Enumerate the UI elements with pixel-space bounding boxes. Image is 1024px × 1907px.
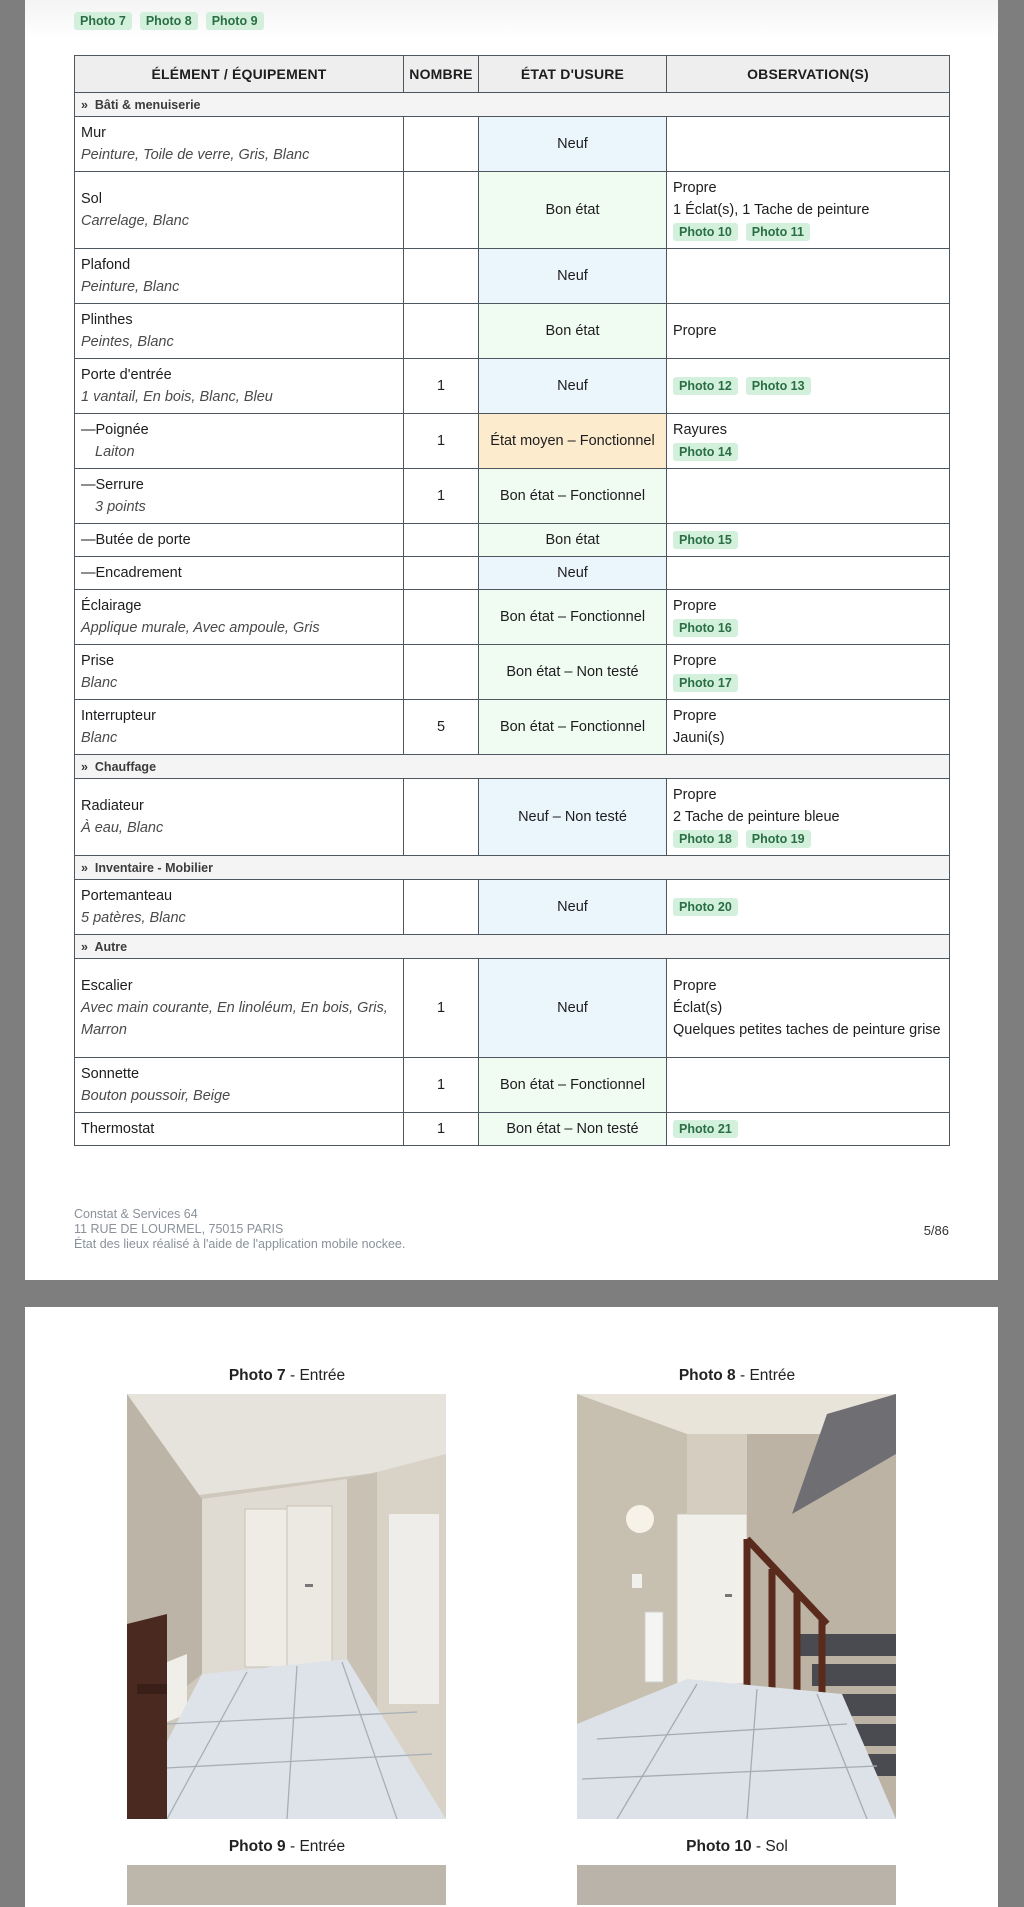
element-details: Peintes, Blanc xyxy=(81,334,174,350)
table-row[interactable] xyxy=(75,779,950,856)
wear-state: Bon état – Fonctionnel xyxy=(479,1058,667,1113)
wear-state: État moyen – Fonctionnel xyxy=(479,414,667,469)
photo-caption xyxy=(577,1367,897,1385)
table-row[interactable] xyxy=(75,959,950,1058)
element-details: Applique murale, Avec ampoule, Gris xyxy=(81,620,320,636)
photo-room: Entrée xyxy=(299,1838,346,1855)
wear-state: Bon état – Fonctionnel xyxy=(479,590,667,645)
element-name: Portemanteau xyxy=(81,888,173,904)
photo-caption xyxy=(577,1838,897,1856)
wear-state: Neuf xyxy=(479,359,667,414)
observation-text: Propre xyxy=(673,708,717,724)
wear-state: Bon état – Fonctionnel xyxy=(479,700,667,755)
element-details: Carrelage, Blanc xyxy=(81,213,189,229)
photo-image[interactable] xyxy=(127,1394,446,1819)
wear-state: Neuf – Non testé xyxy=(479,779,667,856)
photo-tags-row xyxy=(74,12,272,30)
observations-cell xyxy=(667,304,950,359)
wear-state: Bon état xyxy=(479,172,667,249)
observations-cell xyxy=(667,469,950,524)
element-count: 1 xyxy=(404,1113,479,1146)
element-count xyxy=(404,557,479,590)
element-count: 5 xyxy=(404,700,479,755)
observation-text: Éclat(s) xyxy=(673,1000,723,1016)
observations-cell xyxy=(667,117,950,172)
wear-state: Bon état – Non testé xyxy=(479,645,667,700)
observation-text: Propre xyxy=(673,653,717,669)
section-prefix: » xyxy=(81,860,88,875)
element-details: 3 points xyxy=(95,499,146,515)
photo-tag[interactable]: Photo 16 xyxy=(673,619,738,637)
section-prefix: » xyxy=(81,97,88,112)
element-count xyxy=(404,117,479,172)
observations-cell xyxy=(667,959,950,1058)
observation-text: Propre xyxy=(673,598,717,614)
page-number: 5/86 xyxy=(923,1223,949,1238)
element-name: Mur xyxy=(81,125,106,141)
footer-note: État des lieux réalisé à l'aide de l'application mobile nockee. xyxy=(74,1237,406,1251)
photo-tag[interactable]: Photo 8 xyxy=(140,12,198,30)
element-count xyxy=(404,645,479,700)
photo-tag[interactable]: Photo 9 xyxy=(206,12,264,30)
element-count: 1 xyxy=(404,1058,479,1113)
element-name: Thermostat xyxy=(81,1121,155,1137)
element-details: Avec main courante, En linoléum, En bois, Gris, Marron xyxy=(81,1000,388,1038)
element-name: Sol xyxy=(81,191,102,207)
section-title: Chauffage xyxy=(94,759,157,774)
section-title: Autre xyxy=(94,939,128,954)
element-count xyxy=(404,172,479,249)
caption-separator: - xyxy=(285,1367,300,1384)
observation-text: Quelques petites taches de peinture grise xyxy=(673,1022,941,1038)
footer-address: 11 RUE DE LOURMEL, 75015 PARIS xyxy=(74,1222,284,1236)
wear-state: Neuf xyxy=(479,959,667,1058)
element-name: Radiateur xyxy=(81,798,144,814)
wear-state: Bon état xyxy=(479,304,667,359)
photo-tag[interactable]: Photo 7 xyxy=(74,12,132,30)
element-count: 1 xyxy=(404,414,479,469)
element-name: Éclairage xyxy=(81,598,142,614)
table-header-row xyxy=(75,56,950,93)
table-row[interactable] xyxy=(75,304,950,359)
element-name: Escalier xyxy=(81,978,133,994)
observations-cell xyxy=(667,524,950,557)
observation-text: Propre xyxy=(673,323,717,339)
photo-caption xyxy=(127,1367,447,1385)
element-name: Sonnette xyxy=(81,1066,140,1082)
observations-cell xyxy=(667,249,950,304)
observations-cell xyxy=(667,1058,950,1113)
section-prefix: » xyxy=(81,939,88,954)
table-row[interactable] xyxy=(75,645,950,700)
observation-text: Jauni(s) xyxy=(673,730,725,746)
element-details: À eau, Blanc xyxy=(81,820,164,836)
element-name: Plinthes xyxy=(81,312,133,328)
observations-cell xyxy=(667,779,950,856)
table-row[interactable] xyxy=(75,469,950,524)
table-row[interactable] xyxy=(75,359,950,414)
observations-cell xyxy=(667,359,950,414)
column-header-count: NOMBRE xyxy=(404,56,479,93)
element-count: 1 xyxy=(404,469,479,524)
element-details: Blanc xyxy=(81,730,118,746)
column-header-state: ÉTAT D'USURE xyxy=(479,56,667,93)
observations-cell xyxy=(667,172,950,249)
observations-cell xyxy=(667,700,950,755)
element-details: 5 patères, Blanc xyxy=(81,910,186,926)
element-details: Peinture, Toile de verre, Gris, Blanc xyxy=(81,147,310,163)
table-row[interactable] xyxy=(75,1113,950,1146)
photo-label: Photo 9 xyxy=(228,1838,286,1855)
element-name: Prise xyxy=(81,653,115,669)
photo-tag[interactable]: Photo 18 xyxy=(673,830,738,848)
report-page-5 xyxy=(25,0,998,1280)
element-count xyxy=(404,304,479,359)
wear-state: Bon état – Fonctionnel xyxy=(479,469,667,524)
element-name: —Encadrement xyxy=(81,565,182,581)
caption-separator: - xyxy=(285,1838,300,1855)
element-count: 1 xyxy=(404,359,479,414)
element-count xyxy=(404,880,479,935)
photo-room: Entrée xyxy=(299,1367,346,1384)
page-footer xyxy=(74,1207,405,1252)
element-details: Blanc xyxy=(81,675,118,691)
photo-tag[interactable]: Photo 20 xyxy=(673,898,738,916)
photo-tag[interactable]: Photo 14 xyxy=(673,443,738,461)
table-row[interactable] xyxy=(75,1058,950,1113)
table-row[interactable] xyxy=(75,117,950,172)
table-row[interactable] xyxy=(75,700,950,755)
element-details: Bouton poussoir, Beige xyxy=(81,1088,231,1104)
observations-cell xyxy=(667,645,950,700)
element-name: —Butée de porte xyxy=(81,532,191,548)
element-name: —Serrure xyxy=(81,477,144,493)
wear-state: Bon état – Non testé xyxy=(479,1113,667,1146)
element-count xyxy=(404,779,479,856)
section-title: Bâti & menuiserie xyxy=(94,97,201,112)
observations-cell xyxy=(667,414,950,469)
hallway-photo-icon xyxy=(127,1394,446,1819)
wear-state: Neuf xyxy=(479,557,667,590)
table-row[interactable] xyxy=(75,557,950,590)
table-row[interactable] xyxy=(75,524,950,557)
element-details: 1 vantail, En bois, Blanc, Bleu xyxy=(81,389,273,405)
element-name: —Poignée xyxy=(81,422,149,438)
observations-cell xyxy=(667,880,950,935)
photo-tag[interactable]: Photo 13 xyxy=(746,377,811,395)
photo-label: Photo 8 xyxy=(678,1367,736,1384)
caption-separator: - xyxy=(735,1367,750,1384)
element-count xyxy=(404,249,479,304)
footer-company: Constat & Services 64 xyxy=(74,1207,198,1221)
section-title: Inventaire - Mobilier xyxy=(94,860,213,875)
photo-label: Photo 10 xyxy=(686,1838,752,1855)
wear-state: Bon état xyxy=(479,524,667,557)
table-row[interactable] xyxy=(75,172,950,249)
column-header-observations: OBSERVATION(S) xyxy=(667,56,950,93)
observation-text: Rayures xyxy=(673,422,727,438)
photo-page xyxy=(25,1307,998,1907)
section-row xyxy=(75,856,950,880)
photo-room: Sol xyxy=(765,1838,788,1855)
caption-separator: - xyxy=(751,1838,766,1855)
wear-state: Neuf xyxy=(479,249,667,304)
observations-cell xyxy=(667,590,950,645)
element-count xyxy=(404,524,479,557)
section-row xyxy=(75,93,950,117)
photo-tag[interactable]: Photo 15 xyxy=(673,531,738,549)
wear-state: Neuf xyxy=(479,880,667,935)
photo-label: Photo 7 xyxy=(228,1367,286,1384)
section-row xyxy=(75,935,950,959)
photo-tag[interactable]: Photo 17 xyxy=(673,674,738,692)
element-count xyxy=(404,590,479,645)
observations-cell xyxy=(667,1113,950,1146)
observation-text: Propre xyxy=(673,180,717,196)
element-details: Laiton xyxy=(95,444,135,460)
observation-text: Propre xyxy=(673,787,717,803)
element-name: Plafond xyxy=(81,257,131,273)
column-header-element: ÉLÉMENT / ÉQUIPEMENT xyxy=(75,56,404,93)
photo-caption xyxy=(127,1838,447,1856)
element-details: Peinture, Blanc xyxy=(81,279,180,295)
element-name: Porte d'entrée xyxy=(81,367,172,383)
photo-tag[interactable]: Photo 19 xyxy=(746,830,811,848)
table-row[interactable] xyxy=(75,590,950,645)
observations-cell xyxy=(667,557,950,590)
section-prefix: » xyxy=(81,759,88,774)
table-row[interactable] xyxy=(75,414,950,469)
element-count: 1 xyxy=(404,959,479,1058)
wear-state: Neuf xyxy=(479,117,667,172)
section-row xyxy=(75,755,950,779)
photo-image[interactable] xyxy=(577,1865,896,1905)
photo-image[interactable] xyxy=(127,1865,446,1905)
observation-text: 2 Tache de peinture bleue xyxy=(673,809,840,825)
photo-tag[interactable]: Photo 12 xyxy=(673,377,738,395)
observation-text: 1 Éclat(s), 1 Tache de peinture xyxy=(673,202,870,218)
photo-tag[interactable]: Photo 10 xyxy=(673,223,738,241)
table-row[interactable] xyxy=(75,249,950,304)
table-row[interactable] xyxy=(75,880,950,935)
inventory-table xyxy=(74,55,950,1146)
observation-text: Propre xyxy=(673,978,717,994)
photo-tag[interactable]: Photo 11 xyxy=(746,223,810,241)
photo-image[interactable] xyxy=(577,1394,896,1819)
photo-tag[interactable]: Photo 21 xyxy=(673,1120,738,1138)
element-name: Interrupteur xyxy=(81,708,156,724)
photo-room: Entrée xyxy=(749,1367,796,1384)
staircase-photo-icon xyxy=(577,1394,896,1819)
